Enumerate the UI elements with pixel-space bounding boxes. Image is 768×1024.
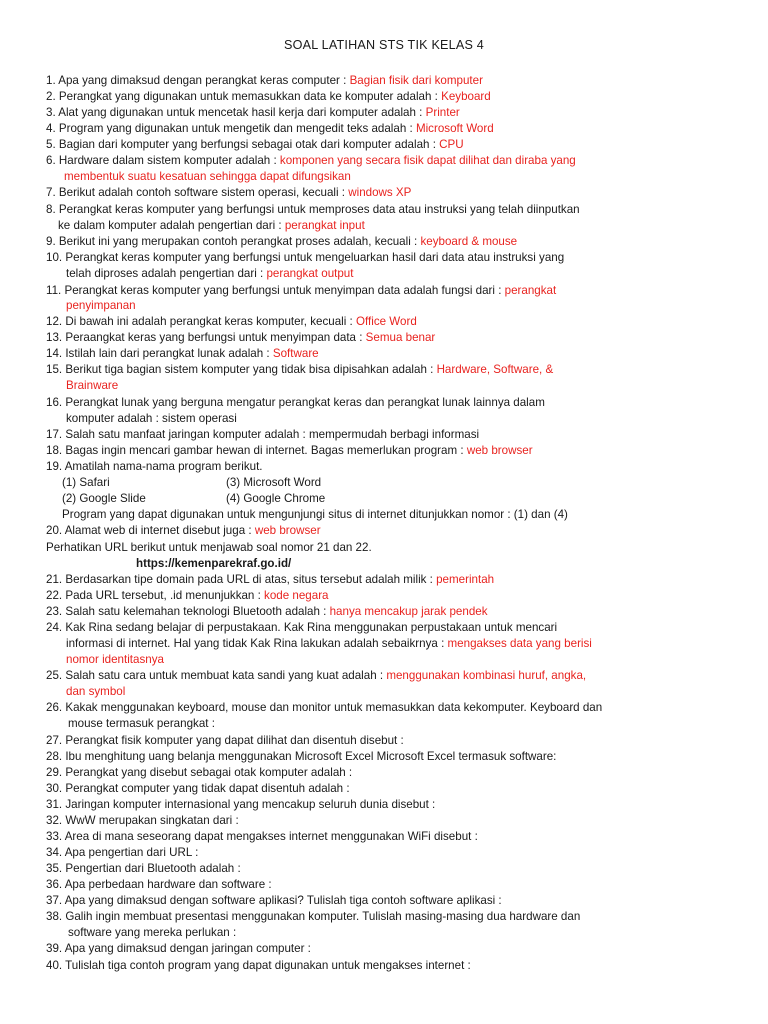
question-line	[62, 507, 568, 523]
page-title: SOAL LATIHAN STS TIK KELAS 4	[284, 38, 484, 52]
question-text: 30. Perangkat computer yang tidak dapat disentuh adalah :	[46, 782, 350, 795]
question-line	[46, 523, 321, 539]
answer-text: mengakses data yang berisi	[447, 637, 592, 650]
answer-text: windows XP	[348, 186, 412, 199]
question-text: 23. Salah satu kelemahan teknologi Bluetooth adalah :	[46, 605, 330, 618]
question-line	[46, 443, 533, 459]
question-text: informasi di internet. Hal yang tidak Kak Rina lakukan adalah sebaikrnya :	[66, 637, 448, 650]
question-line	[46, 620, 557, 636]
question-text: 6. Hardware dalam sistem komputer adalah :	[46, 154, 280, 167]
question-text: 31. Jaringan komputer internasional yang mencakup seluruh dunia disebut :	[46, 798, 436, 811]
question-line	[66, 411, 237, 427]
question-line	[68, 925, 236, 941]
answer-text: hanya mencakup jarak pendek	[329, 605, 488, 618]
answer-text: membentuk suatu kesatuan sehingga dapat difungsikan	[64, 170, 351, 183]
question-line	[46, 185, 411, 201]
answer-text: dan symbol	[66, 685, 126, 698]
question-line	[46, 362, 553, 378]
answer-text: pemerintah	[436, 573, 495, 586]
question-line	[68, 716, 215, 732]
answer-text: Hardware, Software, &	[436, 363, 554, 376]
question-text: 22. Pada URL tersebut, .id menunjukkan :	[46, 589, 265, 602]
answer-text: perangkat input	[284, 219, 365, 232]
question-line	[46, 958, 471, 974]
answer-text: menggunakan kombinasi huruf, angka,	[386, 669, 587, 682]
answer-text: penyimpanan	[66, 299, 136, 312]
question-line	[46, 346, 319, 362]
answer-text: komponen yang secara fisik dapat dilihat dan diraba yang	[279, 154, 576, 167]
answer-text: nomor identitasnya	[66, 653, 164, 666]
question-text: software yang mereka perlukan :	[68, 926, 237, 939]
question-text: komputer adalah : sistem operasi	[66, 412, 237, 425]
question-line	[46, 202, 580, 218]
question-text: 40. Tulislah tiga contoh program yang dapat digunakan untuk mengakses internet :	[46, 959, 471, 972]
question-line	[46, 137, 464, 153]
question-line	[226, 491, 325, 507]
question-line	[58, 218, 365, 234]
question-text: 20. Alamat web di internet disebut juga :	[46, 524, 255, 537]
question-text: ke dalam komputer adalah pengertian dari :	[58, 219, 285, 232]
question-text: 35. Pengertian dari Bluetooth adalah :	[46, 862, 241, 875]
question-line	[46, 749, 556, 765]
question-line	[46, 73, 483, 89]
question-text: telah diproses adalah pengertian dari :	[66, 267, 267, 280]
question-text: 26. Kakak menggunakan keyboard, mouse dan monitor untuk memasukkan data kekomputer. Keyboard dan	[46, 701, 603, 714]
question-line	[66, 684, 125, 700]
question-text: 18. Bagas ingin mencari gambar hewan di internet. Bagas memerlukan program :	[46, 444, 467, 457]
question-line	[66, 636, 592, 652]
answer-text: Brainware	[66, 379, 119, 392]
question-line	[46, 459, 263, 475]
question-line	[46, 427, 479, 443]
question-text: 5. Bagian dari komputer yang berfungsi sebagai otak dari komputer adalah :	[46, 138, 440, 151]
question-line	[46, 668, 586, 684]
answer-text: Software	[272, 347, 319, 360]
question-text: 39. Apa yang dimaksud dengan jaringan computer :	[46, 942, 311, 955]
question-line	[46, 877, 272, 893]
question-text: Program yang dapat digunakan untuk mengunjungi situs di internet ditunjukkan nomor : (1) dan (4)	[62, 508, 568, 521]
question-text: 24. Kak Rina sedang belajar di perpustakaan. Kak Rina menggunakan perpustakaan untuk mencari	[46, 621, 558, 634]
question-line	[46, 604, 488, 620]
question-text: 13. Peraangkat keras yang berfungsi untuk menyimpan data :	[46, 331, 366, 344]
question-text: (1) Safari	[62, 476, 110, 489]
question-text: 37. Apa yang dimaksud dengan software aplikasi? Tulislah tiga contoh software aplikasi :	[46, 894, 502, 907]
question-text: mouse termasuk perangkat :	[68, 717, 215, 730]
question-line	[46, 395, 545, 411]
question-text: 21. Berdasarkan tipe domain pada URL di atas, situs tersebut adalah milik :	[46, 573, 437, 586]
question-line	[46, 121, 494, 137]
answer-text: CPU	[439, 138, 464, 151]
question-line	[46, 588, 329, 604]
question-text: 14. Istilah lain dari perangkat lunak adalah :	[46, 347, 273, 360]
question-text: 8. Perangkat keras komputer yang berfungsi untuk memproses data atau instruksi yang telah diinputkan	[46, 203, 580, 216]
question-line	[62, 475, 110, 491]
question-text: 10. Perangkat keras komputer yang berfungsi untuk mengeluarkan hasil dari data atau instruksi yang	[46, 251, 565, 264]
question-text: 1. Apa yang dimaksud dengan perangkat keras computer :	[46, 74, 350, 87]
question-text: 28. Ibu menghitung uang belanja menggunakan Microsoft Excel Microsoft Excel termasuk software:	[46, 750, 557, 763]
question-text: 11. Perangkat keras komputer yang berfungsi untuk menyimpan data adalah fungsi dari :	[46, 284, 505, 297]
answer-text: perangkat	[504, 284, 557, 297]
answer-text: web browser	[466, 444, 533, 457]
question-text: 4. Program yang digunakan untuk mengetik dan mengedit teks adalah :	[46, 122, 416, 135]
question-line	[66, 652, 164, 668]
question-line	[46, 797, 435, 813]
question-text: 29. Perangkat yang disebut sebagai otak komputer adalah :	[46, 766, 353, 779]
question-text: (3) Microsoft Word	[226, 476, 322, 489]
question-text: 27. Perangkat fisik komputer yang dapat dilihat dan disentuh disebut :	[46, 734, 404, 747]
answer-text: web browser	[254, 524, 321, 537]
question-text: https://kemenparekraf.go.id/	[136, 557, 292, 570]
question-text: 16. Perangkat lunak yang berguna mengatur perangkat keras dan perangkat lunak lainnya dalam	[46, 396, 545, 409]
question-text: (2) Google Slide	[62, 492, 146, 505]
question-text: (4) Google Chrome	[226, 492, 326, 505]
question-line	[46, 733, 404, 749]
answer-text: Keyboard	[441, 90, 491, 103]
question-line	[46, 781, 350, 797]
question-line	[46, 861, 241, 877]
question-text: 2. Perangkat yang digunakan untuk memasukkan data ke komputer adalah :	[46, 90, 442, 103]
question-text: 9. Berikut ini yang merupakan contoh perangkat proses adalah, kecuali :	[46, 235, 421, 248]
question-line	[64, 169, 351, 185]
question-line	[66, 378, 118, 394]
question-line	[226, 475, 321, 491]
question-text: 33. Area di mana seseorang dapat mengakses internet menggunakan WiFi disebut :	[46, 830, 478, 843]
answer-text: Microsoft Word	[415, 122, 494, 135]
question-line	[46, 540, 372, 556]
question-line	[46, 89, 491, 105]
question-line	[46, 572, 494, 588]
question-line	[46, 234, 517, 250]
answer-text: kode negara	[264, 589, 329, 602]
answer-text: keyboard & mouse	[420, 235, 518, 248]
question-line	[46, 829, 478, 845]
question-line	[136, 556, 291, 572]
question-line	[46, 941, 311, 957]
answer-text: Printer	[425, 106, 460, 119]
question-text: 38. Galih ingin membuat presentasi menggunakan komputer. Tulislah masing-masing dua hardware dan	[46, 910, 581, 923]
answer-text: perangkat output	[266, 267, 354, 280]
question-line	[46, 700, 602, 716]
question-text: 32. WwW merupakan singkatan dari :	[46, 814, 239, 827]
question-text: 3. Alat yang digunakan untuk mencetak hasil kerja dari komputer adalah :	[46, 106, 426, 119]
question-line	[46, 330, 435, 346]
question-text: 19. Amatilah nama-nama program berikut.	[46, 460, 263, 473]
question-text: 36. Apa perbedaan hardware dan software :	[46, 878, 272, 891]
question-line	[46, 813, 239, 829]
question-line	[46, 153, 576, 169]
question-line	[46, 845, 198, 861]
question-line	[66, 298, 136, 314]
answer-text: Office Word	[356, 315, 417, 328]
question-line	[46, 314, 417, 330]
question-text: 15. Berikut tiga bagian sistem komputer yang tidak bisa dipisahkan adalah :	[46, 363, 437, 376]
question-text: 17. Salah satu manfaat jaringan komputer adalah : mempermudah berbagi informasi	[46, 428, 480, 441]
question-line	[46, 250, 564, 266]
question-text: 34. Apa pengertian dari URL :	[46, 846, 199, 859]
answer-text: Semua benar	[365, 331, 436, 344]
question-text: 7. Berikut adalah contoh software sistem operasi, kecuali :	[46, 186, 349, 199]
question-line	[46, 105, 460, 121]
question-text: 12. Di bawah ini adalah perangkat keras komputer, kecuali :	[46, 315, 356, 328]
question-line	[62, 491, 146, 507]
question-line	[46, 909, 580, 925]
answer-text: Bagian fisik dari komputer	[349, 74, 483, 87]
question-line	[46, 283, 556, 299]
question-line	[46, 765, 352, 781]
question-text: 25. Salah satu cara untuk membuat kata sandi yang kuat adalah :	[46, 669, 387, 682]
question-text: Perhatikan URL berikut untuk menjawab soal nomor 21 dan 22.	[46, 541, 372, 554]
question-line	[46, 893, 502, 909]
question-line	[66, 266, 353, 282]
